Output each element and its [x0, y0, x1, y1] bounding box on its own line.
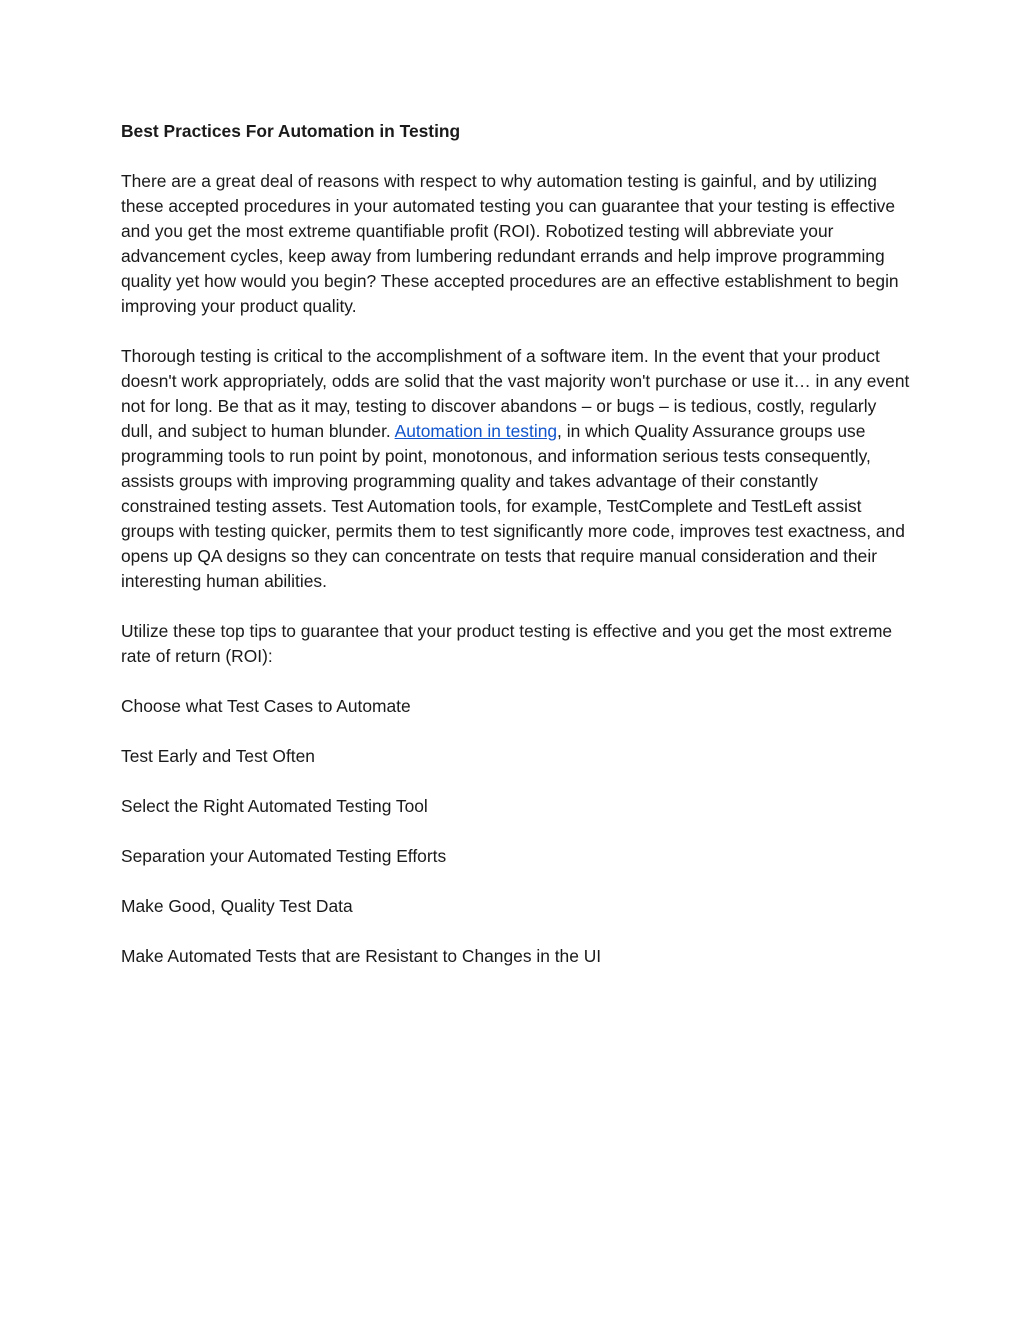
tips-intro-paragraph: Utilize these top tips to guarantee that your product testing is effective and you get the most extreme rate of return (ROI):: [121, 621, 893, 666]
list-item: Make Good, Quality Test Data: [121, 896, 353, 916]
list-item: Choose what Test Cases to Automate: [121, 696, 411, 716]
list-item: Make Automated Tests that are Resistant to Changes in the UI: [121, 946, 602, 966]
automation-in-testing-link[interactable]: Automation in testing: [394, 421, 558, 441]
intro-paragraph: There are a great deal of reasons with respect to why automation testing is gainful, and by utilizing these accepted procedures in your automated testing you can guarantee that your testing is effective and you get the most extreme quantifiable profit (ROI). Robotized testing will abbreviate your advancement cycles, keep away from lumbering redundant errands and help improve programming quality yet how would you begin? These accepted procedures are an effective establishment to begin improving your product quality.: [121, 171, 899, 316]
document-body: [121, 119, 911, 994]
list-item: Test Early and Test Often: [121, 746, 315, 766]
document-title: Best Practices For Automation in Testing: [121, 121, 461, 141]
testing-paragraph: [121, 344, 911, 594]
tips-list: [121, 694, 911, 969]
list-item: Separation your Automated Testing Efforts: [121, 846, 447, 866]
testing-paragraph-text-before: Thorough testing is critical to the accomplishment of a software item. In the event that your product doesn't work appropriately, odds are solid that the vast majority won't purchase or use it… in any event not for long. Be that as it may, testing to discover abandons – or bugs – is tedious, costly, regularly dull, and subject to human blunder.: [121, 346, 910, 441]
testing-paragraph-text-after: , in which Quality Assurance groups use programming tools to run point by point, monotonous, and information serious tests consequently, assists groups with improving programming quality and takes advantage of their constantly constrained testing assets. Test Automation tools, for example, TestComplete and TestLeft assist groups with testing quicker, permits them to test significantly more code, improves test exactness, and opens up QA designs so they can concentrate on tests that require manual consideration and their interesting human abilities.: [121, 421, 905, 591]
list-item: Select the Right Automated Testing Tool: [121, 796, 428, 816]
